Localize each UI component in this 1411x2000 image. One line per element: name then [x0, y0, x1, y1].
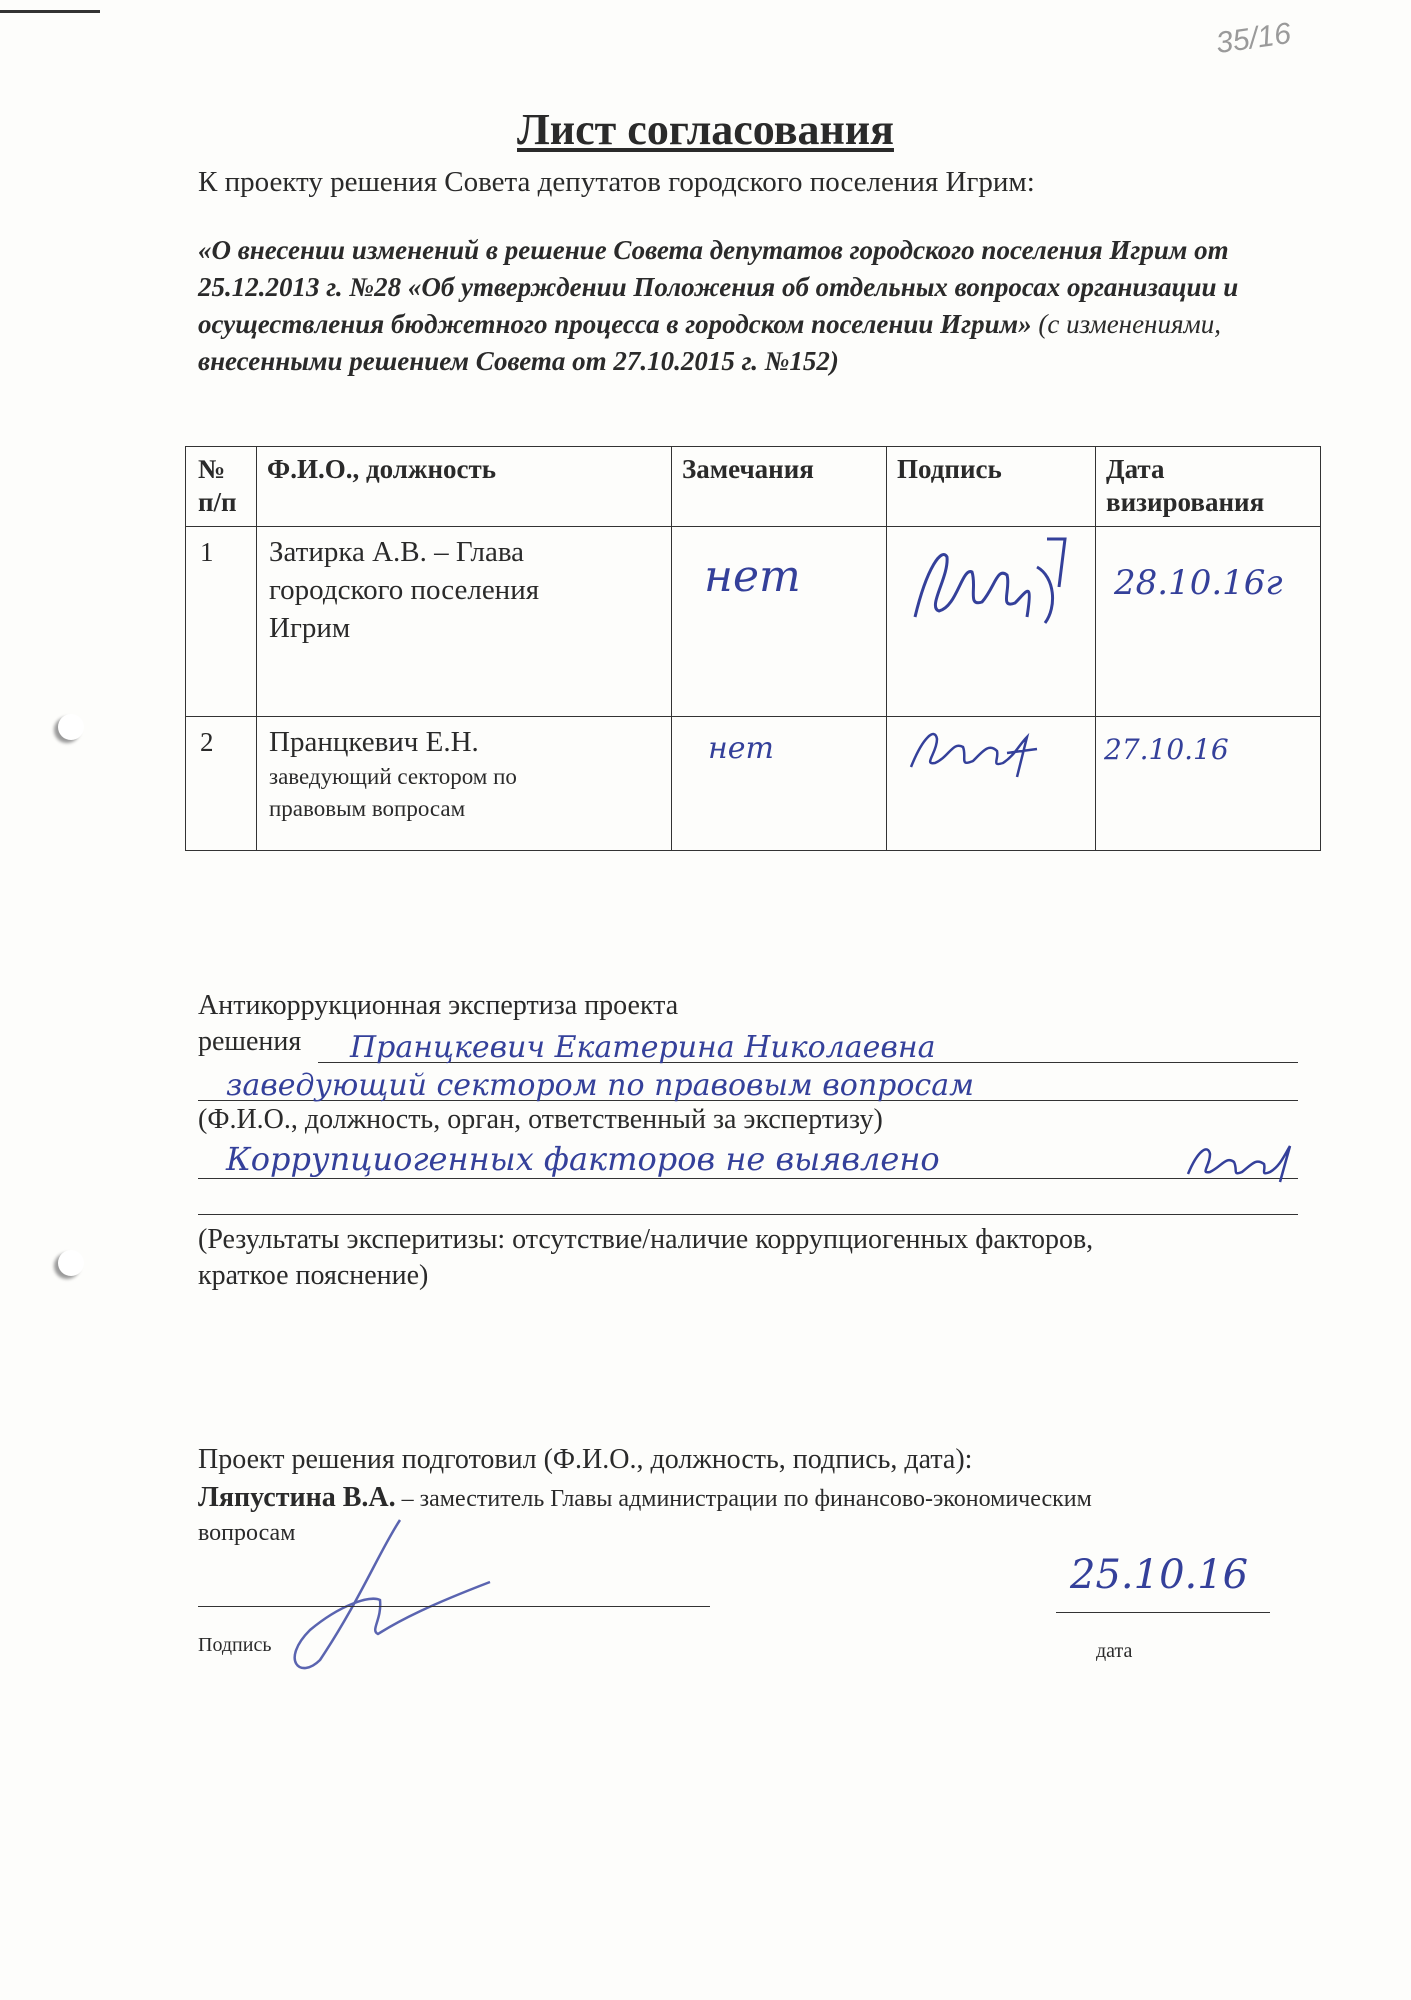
- handwritten-expert-result: Коррупциогенных факторов не выявлено: [226, 1140, 940, 1178]
- page-title: Лист согласования: [517, 105, 894, 154]
- row-date: [1096, 527, 1321, 717]
- binder-hole: [58, 714, 84, 740]
- underline: [198, 1178, 1298, 1179]
- row-signature: [887, 527, 1096, 717]
- preparer-name: Ляпустина В.А.: [198, 1482, 396, 1513]
- corner-mark: [0, 10, 100, 13]
- row-remarks: [672, 527, 887, 717]
- date-line: [1056, 1612, 1270, 1613]
- quote-line: внесенными решением Совета от 27.10.2015 г. №152): [198, 346, 839, 376]
- results-caption-cont: краткое пояснение): [198, 1260, 429, 1291]
- row-num: 2: [186, 717, 257, 851]
- page-number: 35/16: [1213, 16, 1293, 61]
- header-remarks: Замечания: [672, 447, 887, 527]
- anticorruption-label-decision: решения: [198, 1026, 302, 1057]
- handwritten-remarks: нет: [704, 551, 801, 602]
- row-num: 1: [186, 527, 257, 717]
- anticorruption-caption: (Ф.И.О., должность, орган, ответственный за экспертизу): [198, 1104, 883, 1135]
- header-date: Дата визирования: [1096, 447, 1321, 527]
- results-caption: (Результаты эксперитизы: отсутствие/наличие коррупциогенных факторов,: [198, 1224, 1094, 1255]
- binder-hole: [58, 1250, 84, 1276]
- signature-icon: [887, 527, 1095, 637]
- row-remarks: [672, 717, 887, 851]
- signature-icon: [887, 717, 1095, 787]
- row-date: [1096, 717, 1321, 851]
- preparer-position-cont: вопросам: [198, 1520, 296, 1546]
- underline: [198, 1214, 1298, 1215]
- anticorruption-label: Антикоррукционная экспертиза проекта: [198, 990, 679, 1021]
- table-row: [186, 717, 1321, 851]
- prepared-label: Проект решения подготовил (Ф.И.О., должность, подпись, дата):: [198, 1444, 973, 1475]
- handwritten-expert-position: заведующий сектором по правовым вопросам: [226, 1068, 974, 1103]
- quote-line: 25.12.2013 г. №28 «Об утверждении Положения об отдельных вопросах организации и: [198, 272, 1239, 302]
- row-name: Пранцкевич Е.Н. заведующий сектором по правовым вопросам: [257, 717, 672, 851]
- signature-icon: [1180, 1136, 1300, 1186]
- quote-line: осуществления бюджетного процесса в городском поселении Игрим» (с изменениями,: [198, 309, 1221, 339]
- table-row: [186, 527, 1321, 717]
- handwritten-date: 28.10.16г: [1114, 563, 1283, 603]
- signature-line: [198, 1606, 710, 1607]
- handwritten-date: 27.10.16: [1104, 733, 1229, 766]
- signature-icon: [260, 1510, 500, 1680]
- row-name: Затирка А.В. – Глава городского поселения Игрим: [257, 527, 672, 717]
- signature-caption: Подпись: [198, 1634, 272, 1656]
- project-quote: [198, 232, 1308, 380]
- approval-table: [185, 446, 1321, 851]
- date-caption: дата: [1096, 1640, 1133, 1662]
- table-header-row: [186, 447, 1321, 527]
- header-num: № п/п: [186, 447, 257, 527]
- header-signature: Подпись: [887, 447, 1096, 527]
- handwritten-expert-name: Пранцкевич Екатерина Николаевна: [350, 1030, 936, 1065]
- handwritten-prepared-date: 25.10.16: [1070, 1552, 1249, 1598]
- subtitle: К проекту решения Совета депутатов городского поселения Игрим:: [198, 166, 1035, 198]
- quote-line: «О внесении изменений в решение Совета депутатов городского поселения Игрим от: [198, 235, 1229, 265]
- preparer-position: – заместитель Главы администрации по финансово-экономическим: [395, 1486, 1092, 1512]
- row-signature: [887, 717, 1096, 851]
- header-name: Ф.И.О., должность: [257, 447, 672, 527]
- handwritten-remarks: нет: [708, 731, 774, 766]
